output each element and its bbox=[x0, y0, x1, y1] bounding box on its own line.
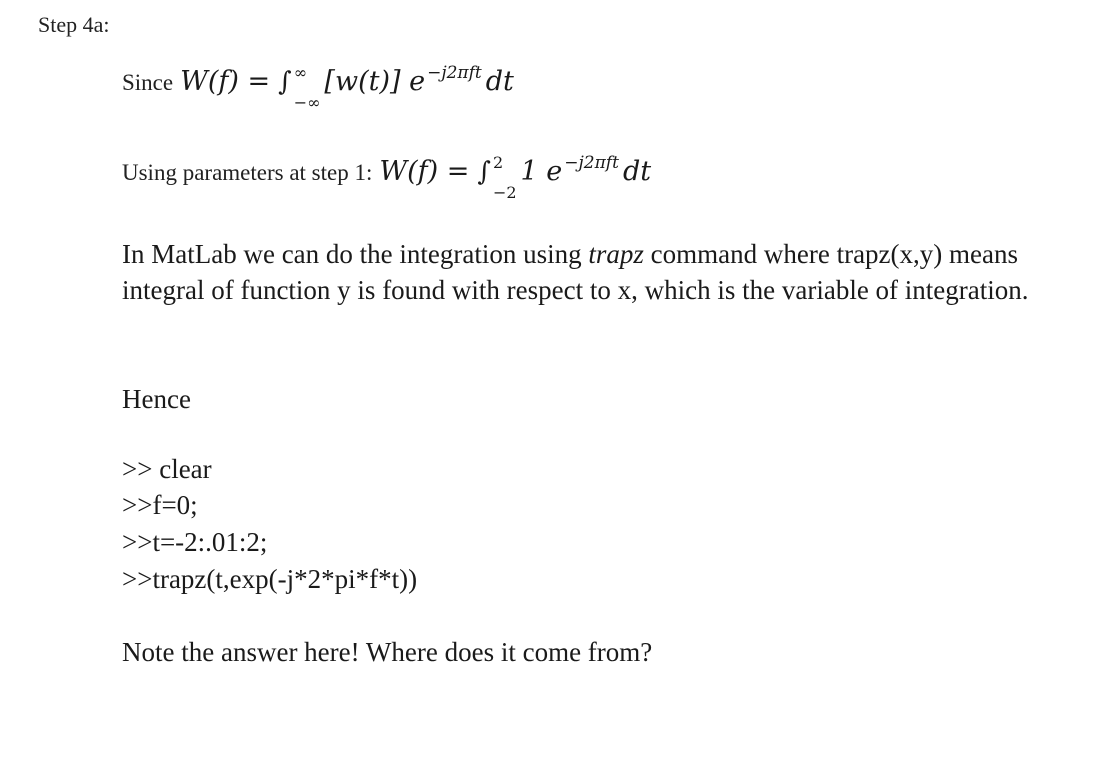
equation-fourier-definition bbox=[122, 63, 514, 112]
equation-2-integrand: 1 e bbox=[520, 156, 563, 187]
matlab-explanation-paragraph bbox=[122, 236, 1082, 308]
equation-2-prefix: Using parameters at step 1: bbox=[122, 160, 373, 185]
equation-1-differential: dt bbox=[485, 66, 514, 97]
code-line-clear: >> clear bbox=[122, 454, 212, 484]
equation-1-lower-limit: −∞ bbox=[293, 93, 321, 112]
code-line-trapz: >>trapz(t,exp(-j*2*pi*f*t)) bbox=[122, 564, 418, 594]
code-line-f: >>f=0; bbox=[122, 490, 198, 520]
equation-with-parameters bbox=[122, 153, 652, 202]
step-heading: Step 4a: bbox=[38, 12, 110, 37]
equation-1-limits bbox=[293, 63, 321, 112]
integral-sign: ∫ bbox=[477, 157, 491, 187]
equation-1-prefix: Since bbox=[122, 70, 174, 95]
equation-2-math bbox=[379, 153, 652, 202]
paragraph-text-after: command where trapz(x,y) means integral of function y is found with respect to x, which is the variable of integration. bbox=[122, 239, 1029, 305]
equation-1-math bbox=[180, 63, 514, 112]
equation-1-lhs: W(f) = bbox=[180, 66, 271, 97]
equation-1-upper-limit: ∞ bbox=[293, 63, 308, 82]
equation-2-lhs: W(f) = bbox=[379, 156, 470, 187]
note-text: Note the answer here! Where does it come from? bbox=[122, 637, 653, 667]
equation-2-differential: dt bbox=[622, 156, 652, 187]
equation-2-lower-limit: −2 bbox=[492, 183, 517, 202]
equation-2-limits bbox=[492, 153, 517, 202]
paragraph-text-before: In MatLab we can do the integration using bbox=[122, 239, 589, 269]
equation-1-integrand: [w(t)] e bbox=[324, 66, 426, 97]
hence-text: Hence bbox=[122, 384, 191, 414]
equation-2-exponent: −j2πft bbox=[564, 153, 619, 173]
integral-sign: ∫ bbox=[278, 67, 292, 97]
equation-2-upper-limit: 2 bbox=[492, 153, 504, 172]
code-line-t: >>t=-2:.01:2; bbox=[122, 527, 268, 557]
equation-1-exponent: −j2πft bbox=[427, 63, 482, 83]
paragraph-trapz-emphasis: trapz bbox=[588, 239, 644, 269]
